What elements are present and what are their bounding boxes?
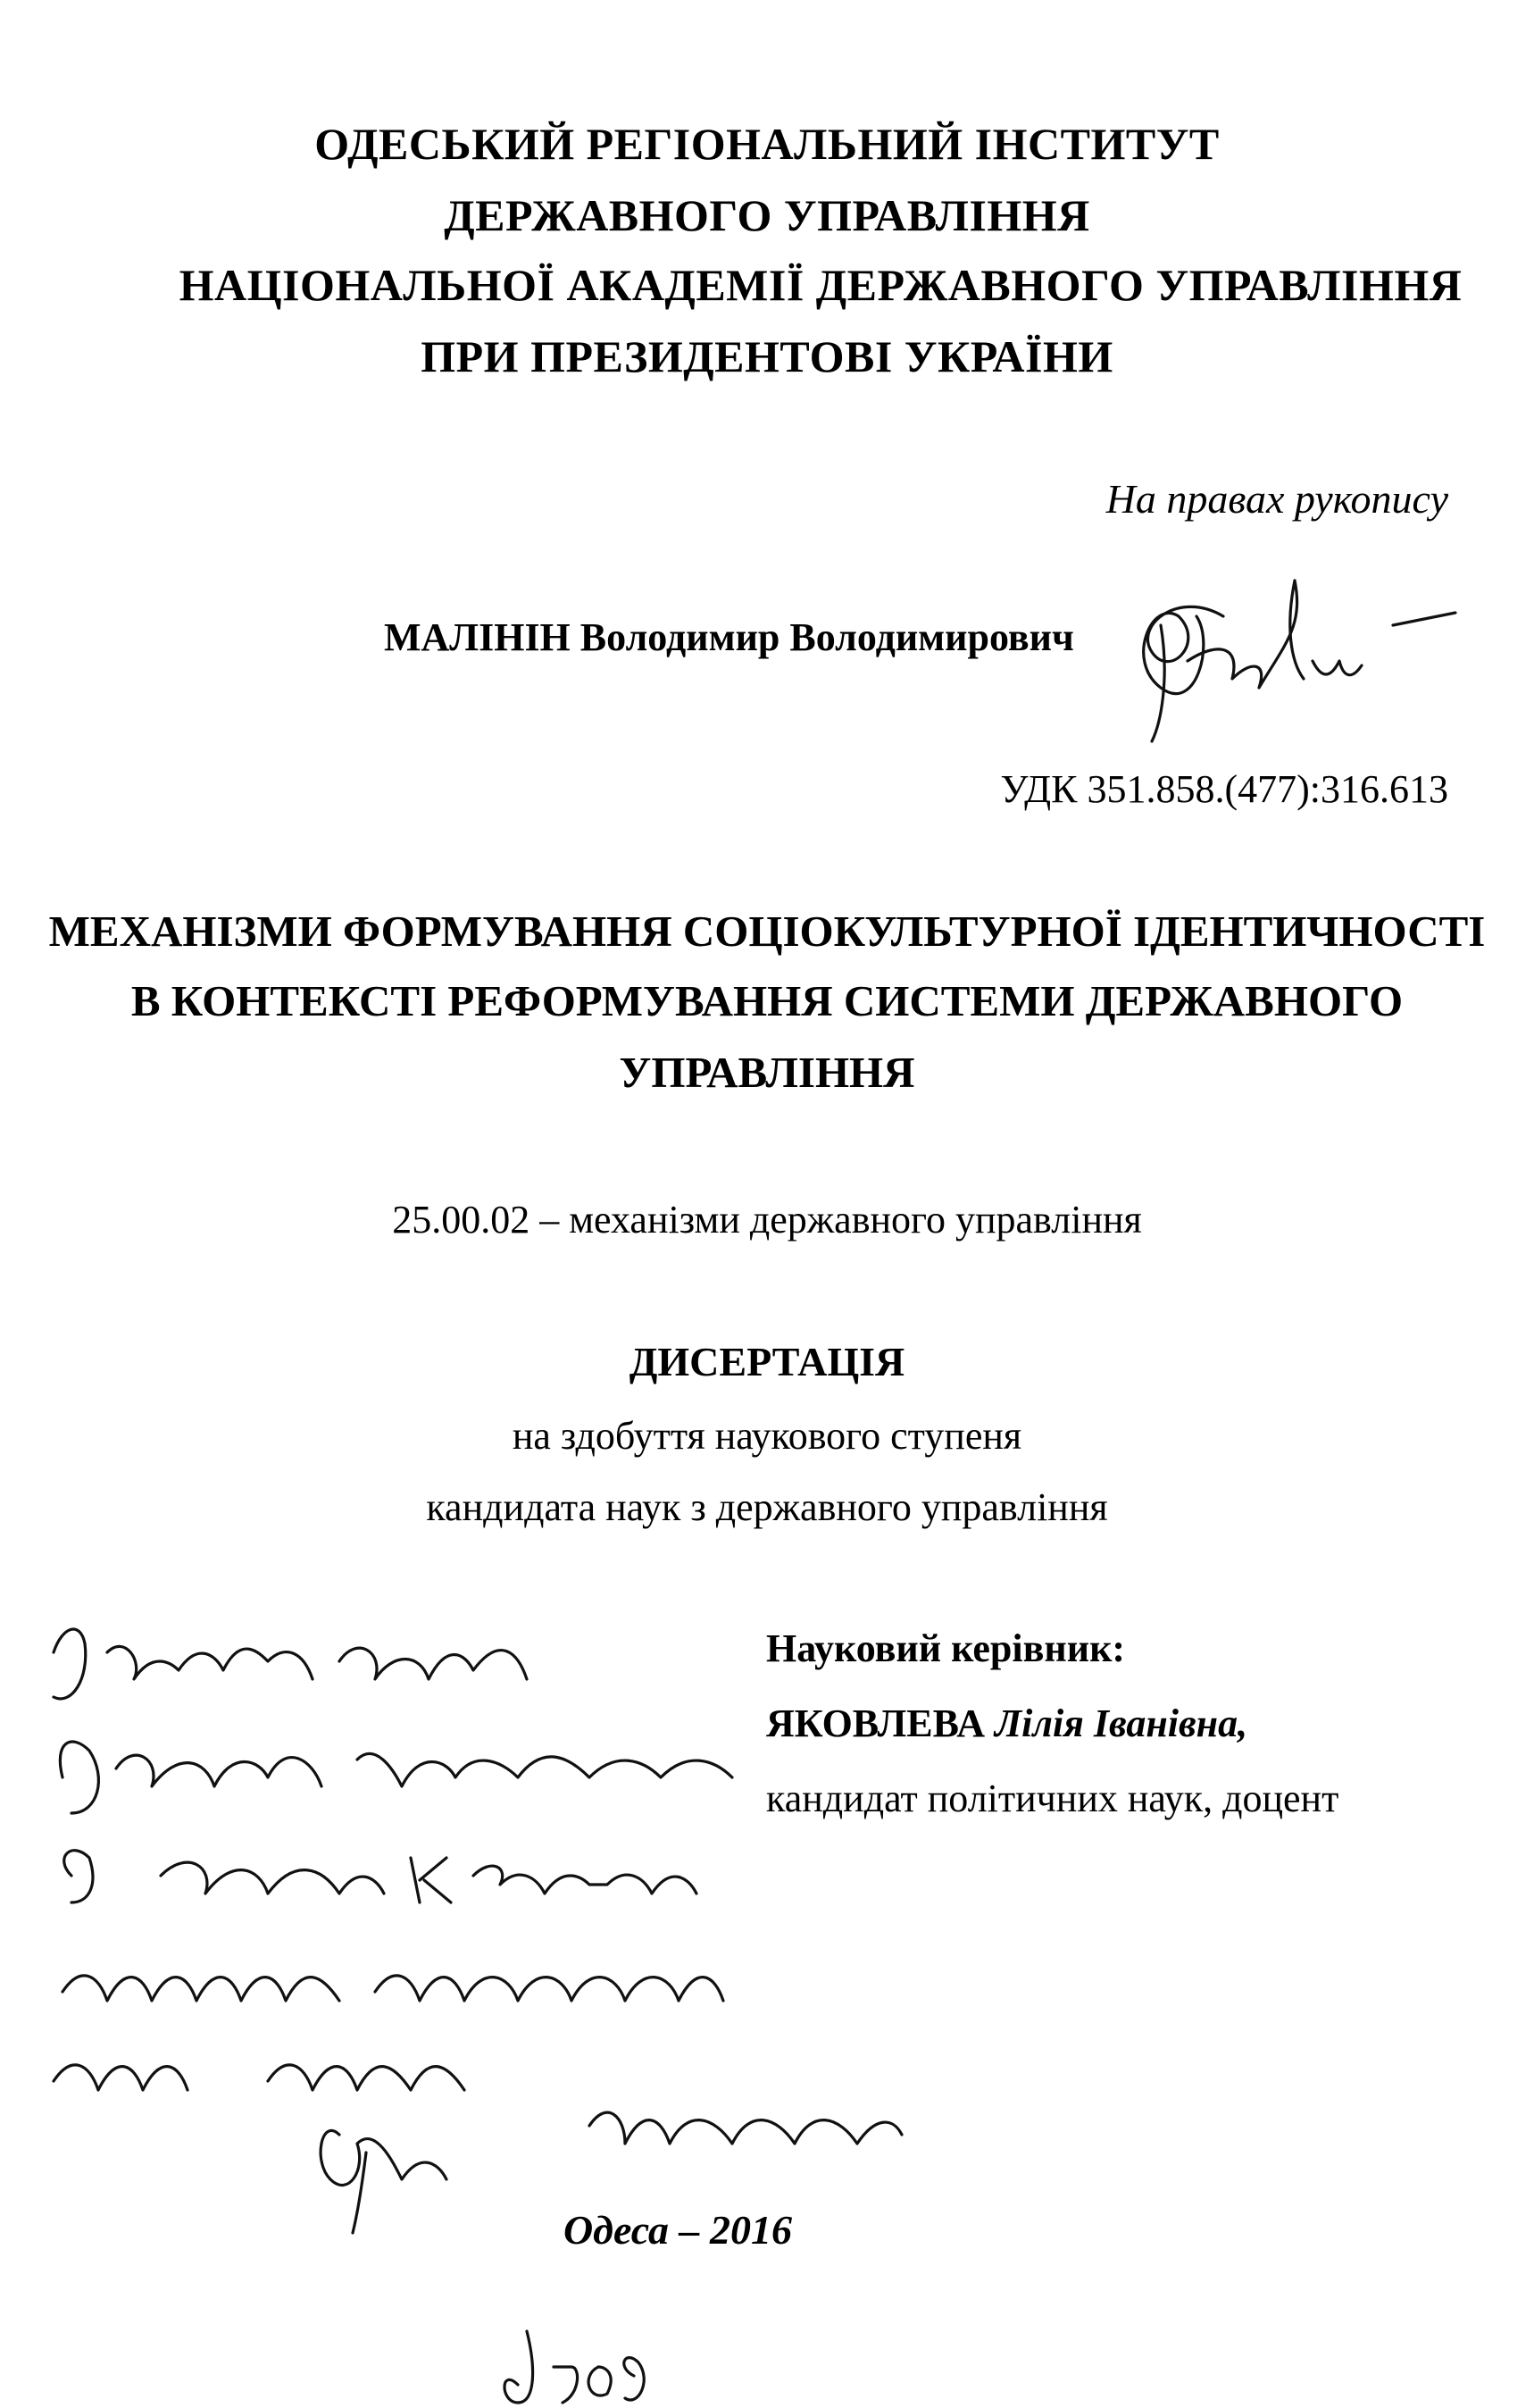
handwritten-note [54, 1629, 902, 2403]
institution-line-4: ПРИ ПРЕЗИДЕНТОВІ УКРАЇНИ [421, 331, 1113, 381]
degree-line-2: кандидата наук з державного управління [426, 1485, 1108, 1529]
udc-code: УДК 351.858.(477):316.613 [1000, 767, 1448, 811]
author-given-names: Володимир Володимирович [579, 615, 1074, 659]
institution-line-1: ОДЕСЬКИЙ РЕГІОНАЛЬНИЙ ІНСТИТУТ [314, 119, 1220, 169]
title-line-1: МЕХАНІЗМИ ФОРМУВАННЯ СОЦІОКУЛЬТУРНОЇ ІДЕНТИЧНОСТІ [48, 907, 1486, 956]
supervisor-heading: Науковий керівник: [766, 1626, 1126, 1670]
manuscript-note: На правах рукопису [1105, 476, 1448, 522]
title-line-3: УПРАВЛІННЯ [619, 1048, 915, 1097]
title-line-2: В КОНТЕКСТІ РЕФОРМУВАННЯ СИСТЕМИ ДЕРЖАВНОГО [130, 976, 1404, 1025]
supervisor-credentials: кандидат політичних наук, доцент [766, 1777, 1339, 1820]
degree-line-1: на здобуття наукового ступеня [512, 1414, 1022, 1458]
author-surname: МАЛІНІН [384, 615, 571, 659]
document-type: ДИСЕРТАЦІЯ [629, 1339, 905, 1384]
institution-line-2: ДЕРЖАВНОГО УПРАВЛІННЯ [444, 190, 1090, 240]
supervisor-surname: ЯКОВЛЕВА [766, 1701, 985, 1745]
specialty: 25.00.02 – механізми державного управління [392, 1198, 1142, 1242]
place-year: Одеса – 2016 [563, 2207, 793, 2253]
institution-line-3: НАЦІОНАЛЬНОЇ АКАДЕМІЇ ДЕРЖАВНОГО УПРАВЛІННЯ [179, 260, 1463, 310]
supervisor-given-names: Лілія Іванівна, [994, 1701, 1248, 1745]
author-signature [1144, 581, 1455, 741]
